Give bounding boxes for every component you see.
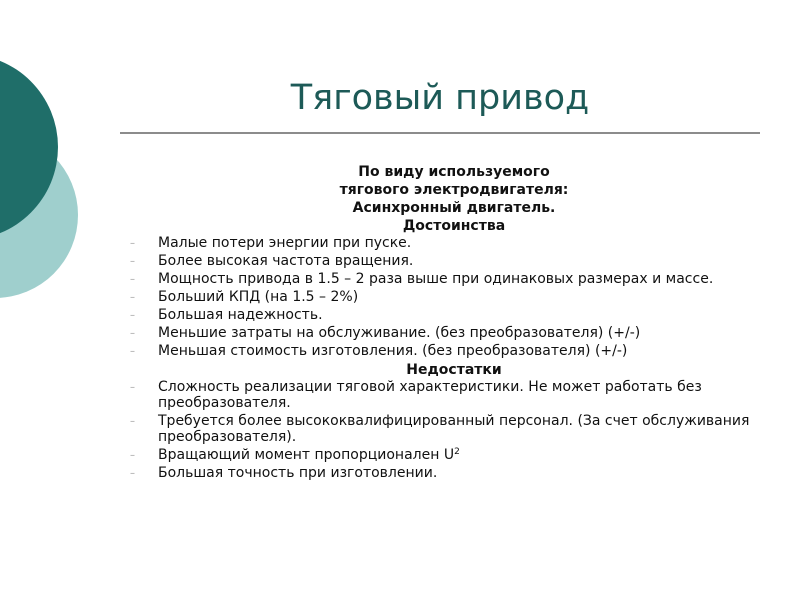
disadvantages-list [130, 379, 750, 483]
list-item [130, 325, 750, 343]
list-item-text: Большая надежность. [158, 307, 323, 323]
torque-text: Вращающий момент пропорционален U [158, 447, 455, 463]
dash-bullet-icon: – [130, 382, 135, 393]
dash-bullet-icon: – [130, 346, 135, 357]
list-item [130, 447, 750, 465]
advantages-heading: Достоинства [402, 218, 506, 234]
list-item-text: Более высокая частота вращения. [158, 253, 414, 269]
list-item-text: Требуется более высококвалифицированный персонал. (За счет обслуживания преобразователя). [158, 413, 750, 445]
list-item [130, 235, 750, 253]
list-item-text: Меньшие затраты на обслуживание. (без преобразователя) (+/-) [158, 325, 641, 341]
slide-content [130, 163, 750, 483]
dash-bullet-icon: – [130, 292, 135, 303]
dash-bullet-icon: – [130, 274, 135, 285]
list-item [130, 253, 750, 271]
list-item [130, 343, 750, 361]
dash-bullet-icon: – [130, 328, 135, 339]
list-item-text: Больший КПД (на 1.5 – 2%) [158, 289, 359, 305]
torque-superscript: 2 [454, 447, 460, 457]
dash-bullet-icon: – [130, 450, 135, 461]
dash-bullet-icon: – [130, 468, 135, 479]
list-item-text: Меньшая стоимость изготовления. (без преобразователя) (+/-) [158, 343, 628, 359]
intro-heading-line: Асинхронный двигатель. [352, 200, 556, 216]
list-item-text: Большая точность при изготовлении. [158, 465, 438, 481]
intro-heading [130, 163, 750, 235]
list-item [130, 307, 750, 325]
slide-title: Тяговый привод [290, 78, 590, 118]
disadvantages-heading: Недостатки [406, 362, 502, 378]
list-item [130, 271, 750, 289]
list-item-text: Мощность привода в 1.5 – 2 раза выше при одинаковых размерах и массе. [158, 271, 714, 287]
dash-bullet-icon: – [130, 256, 135, 267]
list-item [130, 379, 750, 413]
title-divider [120, 132, 760, 134]
intro-heading-line: По виду используемого [358, 164, 550, 180]
dash-bullet-icon: – [130, 416, 135, 427]
dash-bullet-icon: – [130, 238, 135, 249]
decorative-circles [0, 0, 120, 330]
intro-heading-line: тягового электродвигателя: [339, 182, 569, 198]
list-item-text: Малые потери энергии при пуске. [158, 235, 412, 251]
list-item [130, 413, 750, 447]
list-item-text [158, 447, 750, 465]
list-item-text: Сложность реализации тяговой характеристики. Не может работать без преобразователя. [158, 379, 702, 411]
advantages-list [130, 235, 750, 361]
list-item [130, 289, 750, 307]
dash-bullet-icon: – [130, 310, 135, 321]
list-item [130, 465, 750, 483]
